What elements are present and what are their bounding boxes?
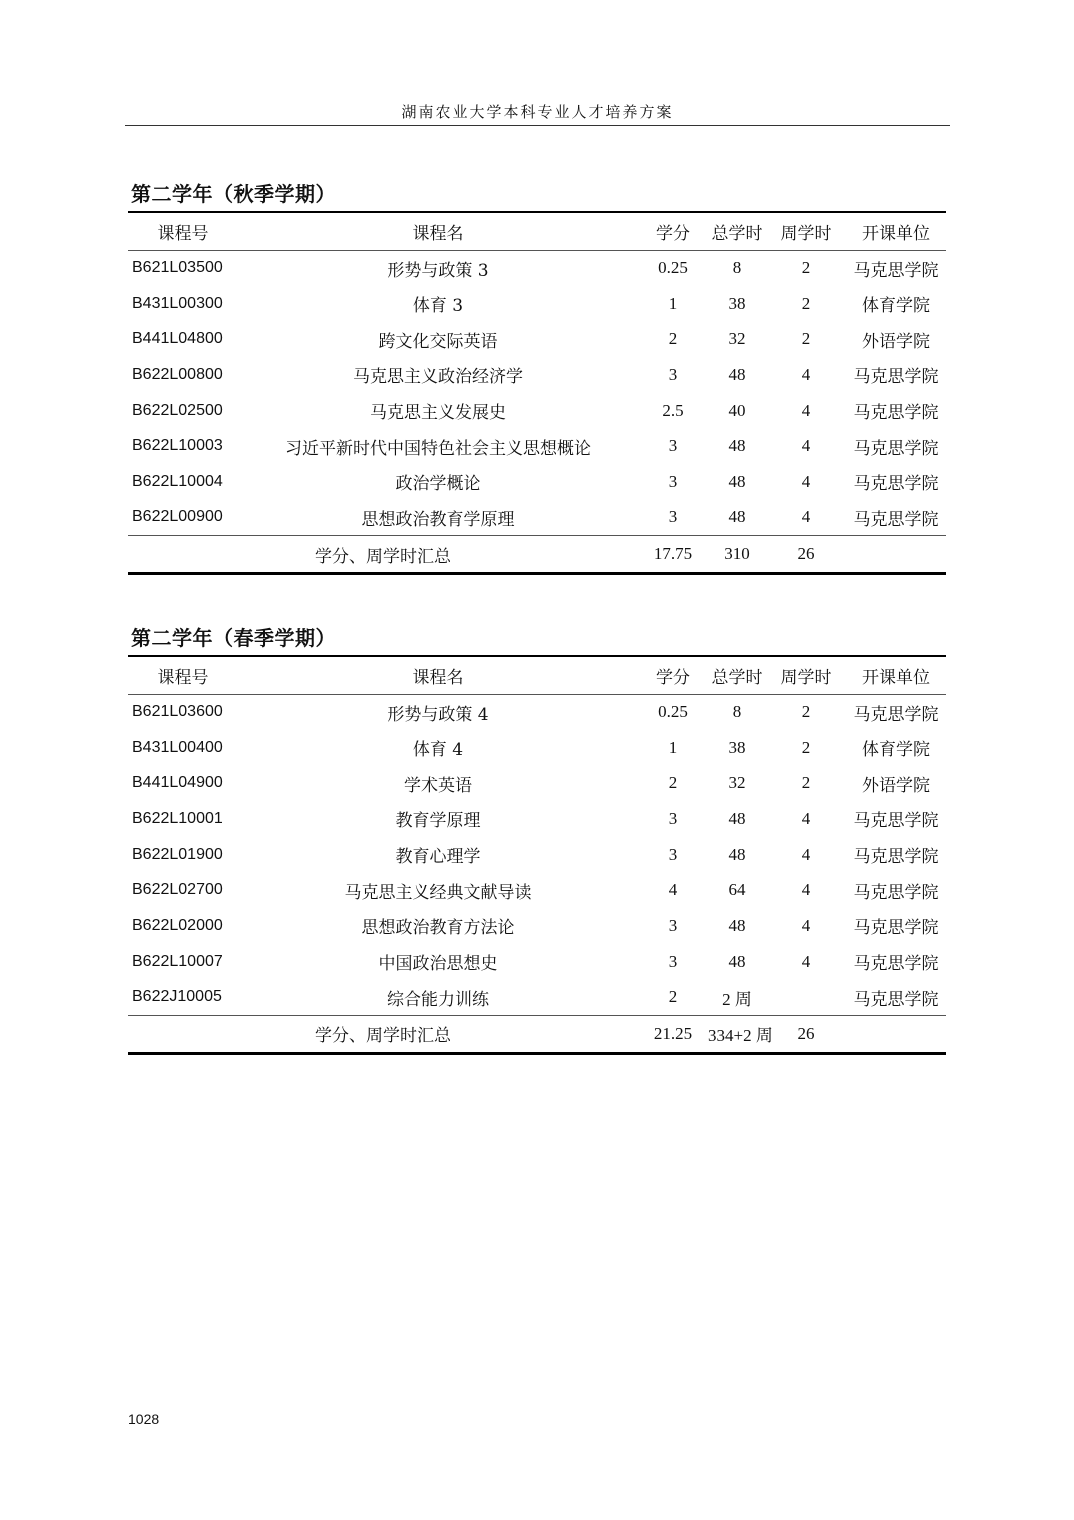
cell-total-hours: 8 [732, 258, 742, 278]
column-header-weekly-hours: 周学时 [780, 223, 832, 244]
table-row [128, 250, 946, 286]
total-weekly-hours: 26 [797, 544, 815, 563]
cell-course-code: B622L01900 [132, 845, 223, 863]
cell-course-code: B622L10004 [132, 472, 223, 490]
cell-credits: 2 [668, 987, 678, 1007]
cell-credits: 4 [668, 880, 678, 900]
cell-total-hours: 48 [728, 951, 746, 971]
cell-weekly-hours: 2 [801, 258, 811, 278]
cell-course-code: B622L02000 [132, 916, 223, 934]
cell-total-hours: 48 [728, 507, 746, 527]
column-header-credits: 学分 [656, 223, 690, 244]
column-header-total-hours: 总学时 [711, 667, 763, 688]
cell-total-hours: 38 [728, 737, 746, 757]
total-empty-cell [846, 1015, 946, 1053]
column-header-weekly-hours: 周学时 [780, 667, 832, 688]
spring-course-table [128, 655, 946, 1055]
total-hours: 310 [724, 544, 750, 563]
cell-course-name: 政治学概论 [395, 474, 481, 495]
cell-credits: 3 [668, 436, 678, 456]
cell-weekly-hours: 2 [801, 737, 811, 757]
cell-total-hours: 40 [728, 400, 746, 420]
cell-department: 外语学院 [862, 775, 930, 796]
cell-total-hours: 32 [728, 329, 746, 349]
table-row [128, 393, 946, 429]
table-row [128, 357, 946, 393]
cell-weekly-hours: 4 [801, 808, 811, 828]
cell-weekly-hours: 2 [801, 293, 811, 313]
column-header-department: 开课单位 [862, 667, 930, 688]
cell-weekly-hours: 4 [801, 471, 811, 491]
cell-course-name: 教育学原理 [395, 811, 481, 832]
cell-weekly-hours [766, 980, 846, 1016]
cell-weekly-hours: 4 [801, 844, 811, 864]
cell-department: 马克思学院 [853, 367, 939, 388]
table-row [128, 944, 946, 980]
column-header-course-name: 课程名 [412, 667, 464, 688]
cell-course-code: B622L02500 [132, 401, 223, 419]
cell-credits: 3 [668, 951, 678, 971]
total-label: 学分、周学时汇总 [315, 1026, 451, 1047]
table-header-row [128, 656, 946, 694]
cell-course-name: 习近平新时代中国特色社会主义思想概论 [285, 438, 591, 459]
table-row [128, 321, 946, 357]
cell-total-hours: 38 [728, 293, 746, 313]
table-total-row [128, 1015, 946, 1053]
cell-course-code: B622L10003 [132, 437, 223, 455]
cell-credits: 0.25 [658, 258, 688, 278]
table-row [128, 980, 946, 1016]
column-header-course-name: 课程名 [412, 223, 464, 244]
cell-total-hours: 48 [728, 808, 746, 828]
table-total-row [128, 536, 946, 574]
cell-course-code: B431L00400 [132, 738, 223, 756]
cell-course-name: 马克思主义政治经济学 [353, 367, 523, 388]
autumn-semester-title: 第二学年（秋季学期） [131, 182, 336, 206]
cell-total-hours: 48 [728, 364, 746, 384]
table-row [128, 730, 946, 766]
cell-total-hours: 48 [728, 844, 746, 864]
table-row [128, 428, 946, 464]
cell-total-hours: 48 [728, 471, 746, 491]
cell-credits: 2.5 [662, 400, 684, 420]
table-row [128, 765, 946, 801]
cell-weekly-hours: 2 [801, 773, 811, 793]
cell-course-code: B441L04900 [132, 774, 223, 792]
cell-course-code: B622L00900 [132, 508, 223, 526]
cell-department: 马克思学院 [853, 403, 939, 424]
cell-total-hours: 2 周 [722, 989, 752, 1009]
cell-department: 马克思学院 [853, 260, 939, 281]
column-header-department: 开课单位 [862, 223, 930, 244]
cell-weekly-hours: 2 [801, 329, 811, 349]
cell-department: 马克思学院 [853, 989, 939, 1010]
cell-total-hours: 48 [728, 436, 746, 456]
cell-total-hours: 64 [728, 880, 746, 900]
table-row [128, 908, 946, 944]
cell-weekly-hours: 4 [801, 951, 811, 971]
cell-department: 马克思学院 [853, 704, 939, 725]
table-row [128, 694, 946, 730]
cell-department: 马克思学院 [853, 811, 939, 832]
total-weekly-hours: 26 [797, 1023, 815, 1043]
column-header-course-code: 课程号 [157, 667, 209, 688]
table-row [128, 801, 946, 837]
cell-course-code: B621L03500 [132, 259, 223, 277]
cell-course-name: 教育心理学 [395, 847, 481, 868]
cell-department: 马克思学院 [853, 847, 939, 868]
column-header-total-hours: 总学时 [711, 223, 763, 244]
cell-credits: 0.25 [658, 702, 688, 722]
total-hours: 334+2 周 [708, 1026, 773, 1046]
table-row [128, 837, 946, 873]
cell-course-code: B621L03600 [132, 703, 223, 721]
cell-course-name: 马克思主义发展史 [370, 403, 506, 424]
table-row [128, 464, 946, 500]
cell-course-code: B622L00800 [132, 365, 223, 383]
cell-credits: 3 [668, 915, 678, 935]
cell-course-name: 形势与政策 3 [387, 260, 489, 281]
cell-course-name: 综合能力训练 [387, 989, 489, 1010]
autumn-course-table [128, 211, 946, 575]
cell-credits: 3 [668, 844, 678, 864]
cell-course-name: 马克思主义经典文献导读 [344, 882, 532, 903]
table-row [128, 872, 946, 908]
cell-department: 马克思学院 [853, 509, 939, 530]
cell-credits: 2 [668, 329, 678, 349]
cell-course-name: 学术英语 [404, 775, 472, 796]
cell-department: 马克思学院 [853, 474, 939, 495]
table-row [128, 500, 946, 536]
cell-department: 马克思学院 [853, 954, 939, 975]
cell-credits: 3 [668, 364, 678, 384]
cell-total-hours: 8 [732, 702, 742, 722]
total-empty-cell [846, 536, 946, 574]
cell-course-name: 体育 4 [412, 740, 464, 761]
cell-weekly-hours: 4 [801, 880, 811, 900]
cell-credits: 1 [668, 737, 678, 757]
total-credits: 21.25 [653, 1023, 693, 1043]
cell-weekly-hours: 4 [801, 507, 811, 527]
column-header-course-code: 课程号 [157, 223, 209, 244]
cell-course-code: B431L00300 [132, 294, 223, 312]
cell-department: 体育学院 [862, 740, 930, 761]
table-row [128, 286, 946, 322]
cell-course-name: 思想政治教育学原理 [361, 509, 515, 530]
cell-course-code: B441L04800 [132, 330, 223, 348]
spring-semester-title: 第二学年（春季学期） [131, 626, 336, 650]
total-credits: 17.75 [653, 544, 693, 563]
cell-course-code: B622L10001 [132, 809, 223, 827]
cell-credits: 1 [668, 293, 678, 313]
cell-department: 马克思学院 [853, 438, 939, 459]
cell-total-hours: 48 [728, 915, 746, 935]
cell-credits: 3 [668, 471, 678, 491]
cell-course-name: 形势与政策 4 [387, 704, 489, 725]
cell-department: 马克思学院 [853, 918, 939, 939]
cell-course-code: B622L02700 [132, 881, 223, 899]
cell-credits: 3 [668, 808, 678, 828]
cell-course-name: 体育 3 [412, 296, 464, 317]
cell-weekly-hours: 4 [801, 364, 811, 384]
cell-weekly-hours: 4 [801, 915, 811, 935]
cell-weekly-hours: 4 [801, 436, 811, 456]
cell-credits: 2 [668, 773, 678, 793]
total-label: 学分、周学时汇总 [315, 546, 451, 567]
cell-course-name: 中国政治思想史 [378, 954, 498, 975]
cell-weekly-hours: 2 [801, 702, 811, 722]
cell-department: 体育学院 [862, 296, 930, 317]
cell-department: 外语学院 [862, 331, 930, 352]
page-header: 湖南农业大学本科专业人才培养方案 [125, 100, 950, 126]
column-header-credits: 学分 [656, 667, 690, 688]
cell-department: 马克思学院 [853, 882, 939, 903]
cell-course-code: B622J10005 [132, 988, 222, 1006]
page-number: 1028 [128, 1411, 160, 1427]
cell-weekly-hours: 4 [801, 400, 811, 420]
cell-course-name: 跨文化交际英语 [378, 331, 498, 352]
cell-credits: 3 [668, 507, 678, 527]
table-header-row [128, 212, 946, 250]
cell-total-hours: 32 [728, 773, 746, 793]
cell-course-name: 思想政治教育方法论 [361, 918, 515, 939]
cell-course-code: B622L10007 [132, 952, 223, 970]
